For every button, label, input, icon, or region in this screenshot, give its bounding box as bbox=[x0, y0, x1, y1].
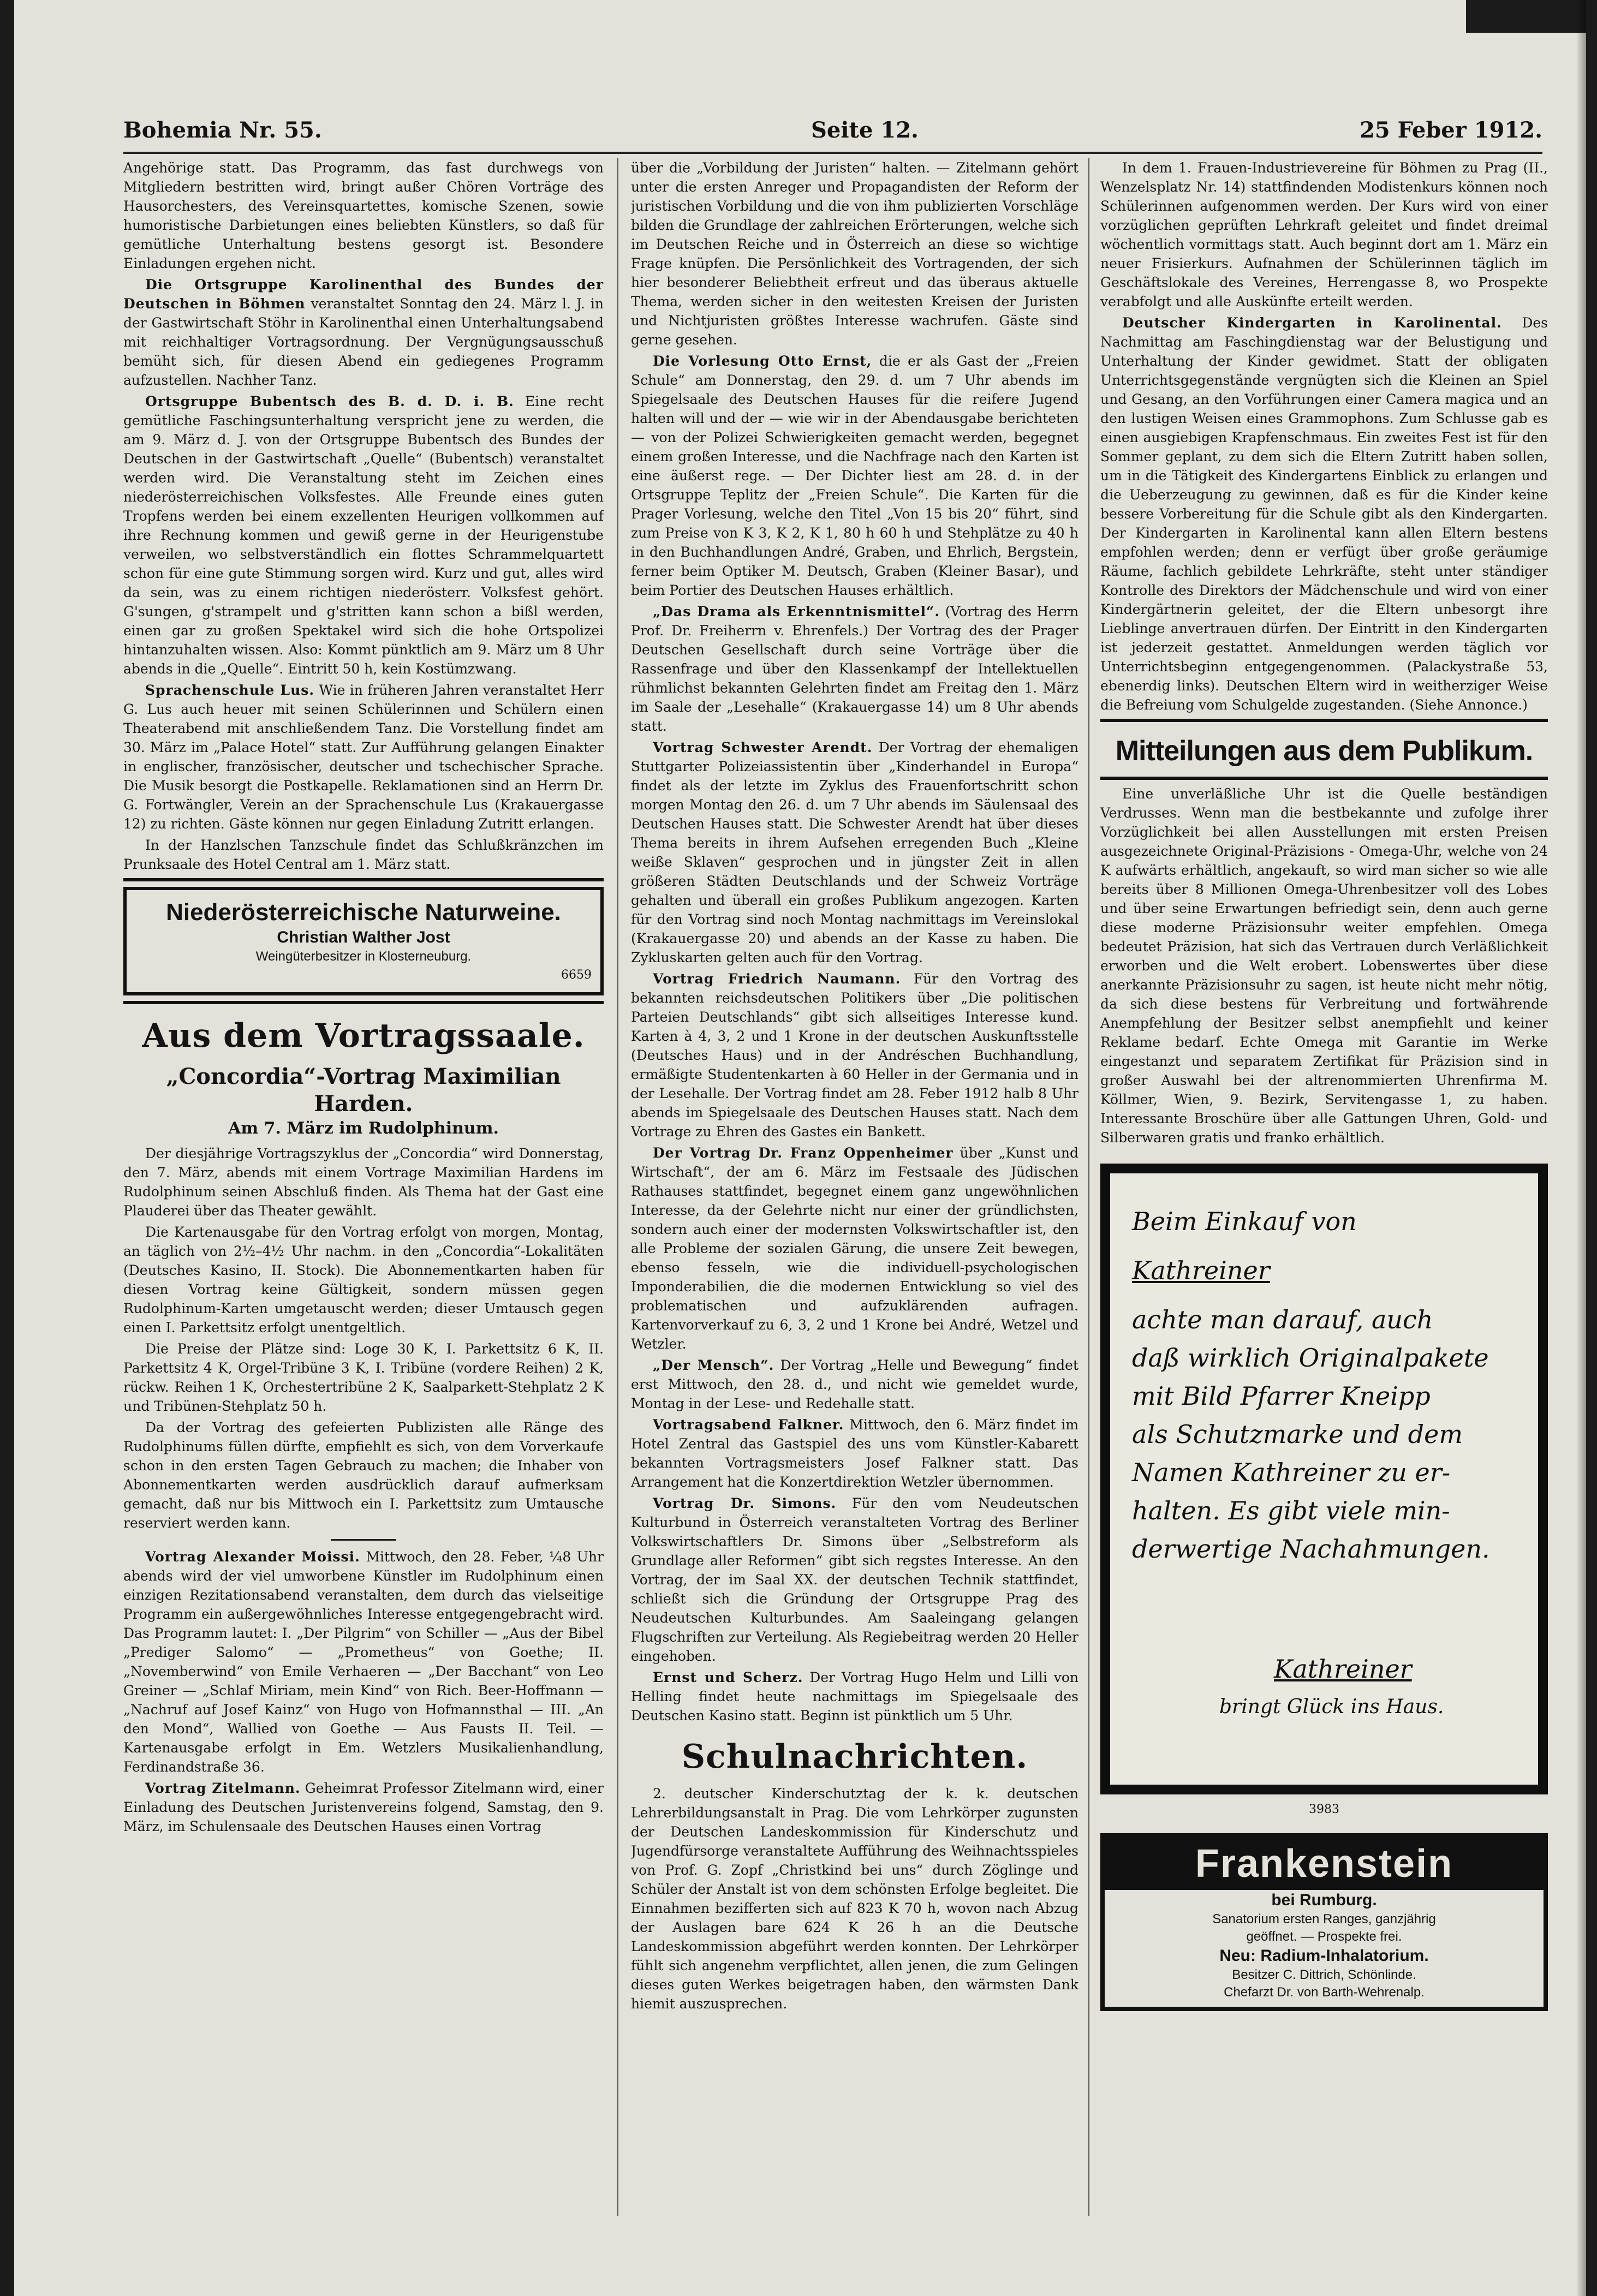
article-lead: Ernst und Scherz. bbox=[653, 1669, 803, 1685]
header-page-number: Seite 12. bbox=[811, 117, 919, 143]
ad-motto: bringt Glück ins Haus. bbox=[1219, 1696, 1444, 1718]
article-text: Mittwoch, den 28. Feber, ¼8 Uhr abends wird der viel umworbene Künstler im Rudolphinum einen einzigen Rezitationsabend veranstalten, dem durch das vielseitige Programm ein außergewöhnliches Interesse entgegengebracht wird. Das Programm lautet: I. „Der Pilgrim“ von Schiller — „Aus der Bibel „Prediger Salomo“ — „Prometheus“ von Goethe; II. „Novemberwind“ von Emile Verhaeren — „Der Bacchant“ von Leo Greiner — „Schlaf Miriam, mein Kind“ von Rich. Beer-Hoffmann — „Nachruf auf Josef Kainz“ von Hugo von Hofmannsthal — III. „An den Mond“, Wallied von Goethe — Aus Fausts II. Teil. — Kartenausgabe erfolgt in Em. Wetzlers Musikalienhandlung, Ferdinandstraße 36. bbox=[123, 1549, 604, 1775]
article-paragraph bbox=[123, 1779, 604, 1836]
article-headline: „Concordia“-Vortrag Maximilian Harden. bbox=[166, 1064, 561, 1117]
ad-headline: Niederösterreichische Naturweine. bbox=[166, 899, 561, 926]
article-paragraph bbox=[123, 275, 604, 390]
header-date: 25 Feber 1912. bbox=[1360, 117, 1542, 143]
column-3 bbox=[1100, 158, 1548, 2232]
article-paragraph bbox=[631, 1356, 1078, 1413]
article-paragraph bbox=[1100, 313, 1548, 714]
article-paragraph: Der diesjährige Vortragszyklus der „Concordia“ wird Donnerstag, den 7. März, abends mit einem Vortrage Maximilian Hardens im Rudolphinum seinen Abschluß finden. Als Thema hat der Gast eine Plauderei über das Theater gewählt. bbox=[123, 1146, 604, 1219]
ad-name: Christian Walther Jost bbox=[277, 928, 450, 946]
article-text: veranstaltet Sonntag den 24. März l. J. in der Gastwirtschaft Stöhr in Karolinenthal einen Unterhaltungsabend mit reichhaltiger Vortragsordnung. Der Vergnügungsausschuß bemüht sich, für diesen Abend ein gediegenes Programm aufzustellen. Nachher Tanz. bbox=[123, 296, 604, 388]
article-text: die er als Gast der „Freien Schule“ am Donnerstag, den 29. d. um 7 Uhr abends im Spiegelsaale des Deutschen Hauses für die reifere Jugend halten will und der — wie wir in der Abendausgabe berichteten — von der Polizei Schwierigkeiten gemacht werden, begegnet einem großen Interesse, und die Nachfrage nach den Karten ist eine äußerst rege. — Der Dichter liest am 28. d. in der Ortsgruppe Teplitz der „Freien Schule“. Die Karten für die Prager Vorlesung, welche den Titel „Von 15 bis 20“ führt, sind zum Preise von K 3, K 2, K 1, 80 h 60 h und Stehplätze zu 40 h in den Buchhandlungen André, Graben, und Ehrlich, Bergstein, ferner beim Optiker M. Deutsch, Graben (Kleiner Basar), und beim Portier des Deutschen Hauses erhältlich. bbox=[631, 353, 1078, 598]
section-title: Mitteilungen aus dem Publikum. bbox=[1115, 735, 1533, 767]
section-title: Aus dem Vortragssaale. bbox=[142, 1017, 585, 1055]
column-1 bbox=[123, 158, 604, 2232]
article-text: Geheimrat Professor Zitelmann wird, einer Einladung des Deutschen Juristenvereins folgend, Samstag, den 9. März, im Schulensaale des Deutschen Hauses einen Vortrag bbox=[123, 1780, 604, 1834]
ad-signature: Kathreiner bbox=[1274, 1654, 1412, 1684]
article-text: Der Vortrag der ehemaligen Stuttgarter Polizeiassistentin über „Kinderhandel in Europa“ findet als der letzte im Zyklus des Frauenfortschritt schon morgen Montag den 26. d. um 7 Uhr abends im Säulensaal des Deutschen Hauses statt. Die Schwester Arendt hat über dieses Thema bereits in ihrem Aufsehen erregenden Buch „Kleine weiße Sklaven“ gesprochen und in jüngster Zeit in allen größeren Städten Deutschlands und der Schweiz Vorträge gehalten und überall ein großes Publikum angezogen. Karten für den Vortrag sind noch Montag nachmittags im Vereinslokal (Krakauergasse 20) und abends an der Kasse zu haben. Die Zykluskarten gelten auch für den Vortrag. bbox=[631, 740, 1078, 965]
article-text: (Vortrag des Herrn Prof. Dr. Freiherrn v. Ehrenfels.) Der Vortrag des der Prager Deutschen Gesellschaft durch seine Vorträge über die Rassenfrage und über den Klassenkampf der Intellektuellen rühmlichst bekannten Gelehrten findet am Freitag den 1. März im Saale der „Lesehalle“ (Krakauergasse 14) um 8 Uhr abends statt. bbox=[631, 604, 1078, 734]
page-header bbox=[123, 117, 1542, 156]
article-paragraph bbox=[123, 681, 604, 833]
ad-handwriting-line: derwertige Nachahmungen. bbox=[1132, 1534, 1490, 1564]
article-text: über „Kunst und Wirtschaft“, der am 6. März im Festsaale des Jüdischen Rathauses stattfindet, begegnet einem ganz ungewöhnlichen Interesse, da der Gelehrte nicht nur einer der gründlichsten, sondern auch einer der modernsten Volkswirtschaftler ist, den alle Probleme der sozialen Gärung, die unsere Zeit bewegen, ebenso fesseln, wie die individuell-psychologischen Imponderabilien, die die modernen Entwicklung so viel des problematischen und aufzuklärenden aufragen. Kartenvorverkauf zu 6, 3, 2 und 1 Krone bei André, Wetzel und Wetzler. bbox=[631, 1145, 1078, 1352]
rule bbox=[123, 878, 604, 881]
article-text: Für den Vortrag des bekannten reichsdeutschen Politikers über „Die politischen Parteien Deutschlands“ gibt sich allseitiges Interesse kund. Karten à 4, 3, 2 und 1 Krone in der deutschen Auskunftsstelle (Deutsches Haus) und in der Andréschen Buchhandlung, ermäßigte Studentenkarten à 60 Heller in der Germania und in der Lesehalle. Der Vortrag findet am 28. Feber 1912 halb 8 Uhr abends im Spiegelsaale des Deutschen Hauses statt. Nach dem Vortrage zu Ehren des Gastes ein Bankett. bbox=[631, 971, 1078, 1140]
article-paragraph bbox=[631, 1668, 1078, 1725]
ad-handwriting-line: Kathreiner bbox=[1132, 1256, 1270, 1285]
rule bbox=[123, 1001, 604, 1004]
rule bbox=[1100, 719, 1548, 722]
ad-handwriting-line: achte man darauf, auch bbox=[1132, 1305, 1433, 1334]
article-paragraph bbox=[123, 392, 604, 678]
article-subheadline: Am 7. März im Rudolphinum. bbox=[228, 1119, 499, 1138]
header-publication: Bohemia Nr. 55. bbox=[123, 117, 322, 143]
section-title: Schulnachrichten. bbox=[681, 1738, 1028, 1776]
article-paragraph: Eine unverläßliche Uhr ist die Quelle beständigen Verdrusses. Wenn man die bestbekannte und zufolge ihrer Vorzüglichkeit bei allen Ausstellungen mit ersten Preisen ausgezeichnete Original-Präzisions - Omega-Uhr, welche von 24 K aufwärts erhältlich, angekauft, so wird man sicher so wie alle bereits über 8 Millionen Omega-Uhrenbesitzer voll des Lobes und über seine Erwartungen befriedigt sein, denn auch gerne diese moderne Präzisionsuhr weiter empfehlen. Omega bedeutet Präzision, hat sich das Vertrauen durch Verläßlichkeit erworben und die Welt erobert. Lobenswertes über diese anerkannte Präzisionsuhr zu sagen, ist heute nicht mehr nötig, da sich diese bestens für Verbreitung und fortwährende Anempfehlung der Besitzer selbst anempfiehlt und keiner Reklame bedarf. Echte Omega mit Garantie im Werke eingestanzt und separatem Zertifikat für Präzision sind in großer Auswahl bei der altrenommierten Uhrenfirma M. Köllmer, Wien, 9. Bezirk, Servitengasse 1, zu haben. Interessante Broschüre über alle Gattungen Uhren, Gold- und Silberwaren gratis und franko erhältlich. bbox=[1100, 786, 1548, 1146]
article-lead: „Der Mensch“. bbox=[653, 1357, 774, 1373]
ad-line: Chefarzt Dr. von Barth-Wehrenalp. bbox=[1224, 1985, 1425, 2000]
article-paragraph: Da der Vortrag des gefeierten Publizisten alle Ränge des Rudolphinums füllen dürfte, empfiehlt es sich, von dem Vorverkaufe schon in den ersten Tagen Gebrauch zu machen; die Inhaber von Abonnementkarten werden ausdrücklich darauf aufmerksam gemacht, daß nur bis Mittwoch ein I. Parkettsitz zum Umtausche reserviert werden kann. bbox=[123, 1420, 604, 1531]
article-lead: Vortrag Schwester Arendt. bbox=[653, 740, 873, 755]
article-paragraph bbox=[631, 1415, 1078, 1492]
ad-line-bold: Neu: Radium-Inhalatorium. bbox=[1219, 1947, 1429, 1965]
article-lead: Deutscher Kindergarten in Karolinental. bbox=[1122, 315, 1502, 331]
page-corner bbox=[1466, 0, 1586, 33]
article-paragraph bbox=[631, 969, 1078, 1141]
ad-line: Besitzer C. Dittrich, Schönlinde. bbox=[1232, 1967, 1416, 1982]
ad-line: Sanatorium ersten Ranges, ganzjährig bbox=[1212, 1912, 1436, 1927]
article-paragraph bbox=[123, 1547, 604, 1776]
ad-location: bei Rumburg. bbox=[1271, 1891, 1377, 1909]
article-lead: Sprachenschule Lus. bbox=[145, 682, 315, 698]
article-lead: Ortsgruppe Bubentsch des B. d. D. i. B. bbox=[145, 393, 514, 409]
column-divider bbox=[1088, 158, 1089, 2216]
ad-handwriting-line: Namen Kathreiner zu er- bbox=[1132, 1458, 1451, 1487]
article-lead: Der Vortrag Dr. Franz Oppenheimer bbox=[653, 1145, 954, 1161]
article-lead: „Das Drama als Erkenntnismittel“. bbox=[653, 604, 940, 619]
article-lead: Vortragsabend Falkner. bbox=[653, 1417, 844, 1433]
article-text: Eine recht gemütliche Faschingsunterhaltung verspricht jene zu werden, die am 9. März d. J. von der Ortsgruppe Bubentsch des Bundes der Deutschen in der Gastwirtschaft „Quelle“ (Bubentsch) veranstaltet werden wird. Die Veranstaltung steht im Zeichen eines niederösterreichischen Volksfestes. Alle Freunde eines guten Tropfens werden bei einem exzellenten Heurigen vollkommen auf ihre Rechnung kommen und gewiß gerne in der Heurigenstube verweilen, wo selbstverständlich ein flottes Schrammelquartett schon für eine gute Stimmung sorgen wird. Kurz und gut, alles wird da sein, was zu einem richtigen niederösterr. Volksfest gehört. G'sungen, g'strampelt und g'stritten kann schon a bißl werden, einen gar zu großen Spektakel wird sich die hohe Ortspolizei hintanzuhalten wissen. Also: Kommt pünktlich am 9. März um 8 Uhr abends in die „Quelle“. Eintritt 50 h, kein Kostümzwang. bbox=[123, 393, 604, 677]
ad-handwriting-line: halten. Es gibt viele min- bbox=[1132, 1496, 1450, 1525]
column-2 bbox=[631, 158, 1078, 2232]
article-paragraph: 2. deutscher Kinderschutztag der k. k. deutschen Lehrerbildungsanstalt in Prag. Die vom Lehrkörper zugunsten der Deutschen Landeskommission für Kinderschutz und Jugendfürsorge veranstaltete Aufführung des Weihnachtsspieles von Prof. G. Zopf „Christkind bei uns“ durch Zöglinge und Schüler der Anstalt ist von dem schönsten Erfolge begleitet. Die Einnahmen bezifferten sich auf 823 K 70 h, wovon nach Abzug der Auslagen bare 624 K 26 h an die Deutsche Landeskommission abgeführt werden konnten. Der Lehrkörper fühlt sich angenehm verpflichtet, allen jenen, die zum Gelingen dieses guten Werkes beigetragen haben, den wärmsten Dank hiemit auszusprechen. bbox=[631, 1786, 1078, 2012]
ad-handwriting-line: als Schutzmarke und dem bbox=[1132, 1420, 1463, 1449]
article-text: Der Vortrag Hugo Helm und Lilli von Helling findet heute nachmittags im Spiegelsaale des Deutschen Kasino statt. Beginn ist pünktlich um 5 Uhr. bbox=[631, 1669, 1078, 1724]
article-text: Wie in früheren Jahren veranstaltet Herr G. Lus auch heuer mit seinen Schülerinnen und Schülern einen Theaterabend mit anschließendem Tanz. Die Vorstellung findet am 30. März im „Palace Hotel“ statt. Zur Aufführung gelangen Einakter in englischer, französischer, deutscher und tschechischer Sprache. Die Musik besorgt die Postkapelle. Reklamationen sind an Herrn Dr. G. Fortwängler, Verein an der Sprachenschule Lus (Krakauergasse 12) zu richten. Gäste können nur gegen Einladung Zutritt erlangen. bbox=[123, 682, 604, 832]
ad-number: 6659 bbox=[561, 968, 592, 982]
ad-headline: Frankenstein bbox=[1105, 1838, 1544, 1890]
article-lead: Die Ortsgruppe Karolinenthal des Bundes der Deutschen in Böhmen bbox=[123, 277, 604, 312]
article-paragraph bbox=[631, 1143, 1078, 1353]
article-lead: Vortrag Alexander Moissi. bbox=[145, 1549, 360, 1565]
article-paragraph: Die Kartenausgabe für den Vortrag erfolgt von morgen, Montag, an täglich von 2½–4½ Uhr nachm. in den „Concordia“-Lokalitäten (Deutsches Kasino, II. Stock). Die Abonnementkarten haben für diesen Vortrag keine Gültigkeit, sondern müssen gegen Rudolphinum-Karten umgetauscht werden; dieser Umtausch gegen einen I. Parkettsitz erfolgt unentgeltlich. bbox=[123, 1224, 604, 1335]
ad-subtitle: Weingüterbesitzer in Klosterneuburg. bbox=[255, 949, 472, 964]
ad-line: geöffnet. — Prospekte frei. bbox=[1246, 1929, 1402, 1944]
article-paragraph bbox=[631, 351, 1078, 600]
article-paragraph bbox=[631, 1494, 1078, 1666]
header-rule bbox=[123, 152, 1542, 154]
frankenstein-advertisement bbox=[1100, 1833, 1548, 2011]
article-paragraph bbox=[631, 738, 1078, 967]
article-paragraph: Angehörige statt. Das Programm, das fast durchwegs von Mitgliedern bestritten wird, bringt außer Chören Vorträge des Hausorchesters, des Vereinsquartettes, komische Szenen, sowie humoristische Darbietungen eines beliebten Künstlers, so daß für gemütliche Unterhaltung bestens gesorgt ist. Besondere Einladungen ergehen nicht. bbox=[123, 160, 604, 271]
ad-number: 3983 bbox=[1309, 1803, 1339, 1816]
article-paragraph: In der Hanzlschen Tanzschule findet das Schlußkränzchen im Prunksaale des Hotel Central am 1. März statt. bbox=[123, 837, 604, 872]
column-divider bbox=[617, 158, 618, 2216]
kathreiner-advertisement bbox=[1100, 1164, 1548, 1794]
article-paragraph bbox=[631, 602, 1078, 736]
short-rule bbox=[331, 1539, 396, 1541]
article-lead: Vortrag Zitelmann. bbox=[145, 1780, 301, 1796]
article-paragraph: Die Preise der Plätze sind: Loge 30 K, I. Parkettsitz 6 K, II. Parkettsitz 4 K, Orgel-Tribüne 3 K, I. Tribüne (vordere Reihen) 2 K, rückw. Reihen 1 K, Orchestertribüne 2 K, Saalparkett-Stehplatz 2 K und Tribünen-Stehplatz 50 h. bbox=[123, 1341, 604, 1414]
article-text: Des Nachmittag am Faschingdienstag war der Belustigung und Unterhaltung der Kinder gewidmet. Statt der obligaten Unterrichtsgegenstände vergnügten sich die Kleinen an Spiel und Gesang, an den Vorführungen einer Camera magica und an den lustigen Weisen eines Grammophons. Zum Schlusse gab es einen ausgiebigen Krapfenschmaus. Ein zweites Fest ist für den Sommer geplant, zu dem sich die Eltern Zutritt haben sollen, um in die Tätigkeit des Kindergartens Einblick zu erlangen und die Ueberzeugung zu gewinnen, daß es für die Kinder keine bessere Vorbereitung für die Schule gibt als den Kindergarten. Der Kindergarten in Karolinental kann allen Eltern bestens empfohlen werden; denn er verfügt über große geräumige Räume, fachlich gebildete Lehrkräfte, steht unter ständiger Kontrolle des Direktors der Mädchenschule und wird von einer Kindergärtnerin geleitet, der die Eltern unbesorgt ihre Lieblinge anvertrauen dürfen. Der Eintritt in den Kindergarten ist jederzeit gestattet. Anmeldungen werden täglich vor Unterrichtsbeginn entgegengenommen. (Palackystraße 53, ebenerdig links). Deutschen Eltern wird in weitherziger Weise die Befreiung vom Schulgelde zugestanden. (Siehe Annonce.) bbox=[1100, 315, 1548, 713]
newspaper-page bbox=[14, 0, 1586, 2296]
ad-handwriting-line: mit Bild Pfarrer Kneipp bbox=[1132, 1381, 1431, 1411]
page-edge-shadow bbox=[1576, 0, 1586, 2296]
article-lead: Vortrag Friedrich Naumann. bbox=[653, 971, 901, 987]
article-paragraph: über die „Vorbildung der Juristen“ halten. — Zitelmann gehört unter die ersten Anreger und Propagandisten der Reform der juristischen Vorbildung und die von ihm publizierten Vorschläge bilden die Grundlage der zahlreichen Erörterungen, welche sich im Deutschen Reiche und in Österreich an diese so wichtige Frage knüpfen. Die Persönlichkeit des Vortragenden, der sich hier besonderer Beliebtheit erfreut und das überaus aktuelle Thema, werden sicher in den weitesten Kreisen der Juristen und Nichtjuristen größtes Interesse wachrufen. Gäste sind gerne gesehen. bbox=[631, 160, 1078, 348]
article-text: Der Vortrag „Helle und Bewegung“ findet erst Mittwoch, den 28. d., und nicht wie gemeldet wurde, Montag in der Lese- und Redehalle statt. bbox=[631, 1357, 1078, 1411]
article-text: Mittwoch, den 6. März findet im Hotel Zentral das Gastspiel des uns vom Künstler-Kabarett bekannten Vortragsmeisters Josef Falkner statt. Das Arrangement hat die Konzertdirektion Wetzler übernommen. bbox=[631, 1417, 1078, 1490]
ad-handwriting-line: Beim Einkauf von bbox=[1132, 1207, 1357, 1236]
article-lead: Die Vorlesung Otto Ernst, bbox=[653, 353, 872, 369]
article-paragraph: In dem 1. Frauen-Industrievereine für Böhmen zu Prag (II., Wenzelsplatz Nr. 14) stattfindenden Modistenkurs können noch Schülerinnen aufgenommen werden. Der Kurs wird von einer vorzüglichen geprüften Lehrkraft geleitet und findet dreimal wöchentlich vormittags statt. Auch beginnt dort am 1. März ein neuer Frisierkurs. Aufnahmen der Schülerinnen täglich im Geschäftslokale des Vereines, Herrengasse 8, wo Prospekte verabfolgt und alle Auskünfte erteilt werden. bbox=[1100, 160, 1548, 309]
wine-advertisement bbox=[123, 887, 604, 995]
rule bbox=[1100, 777, 1548, 780]
article-text: Für den vom Neudeutschen Kulturbund in Österreich veranstalteten Vortrag des Berliner Volkswirtschaftlers Dr. Simons über „Selbstreform als Grundlage aller Reformen“ gibt sich regstes Interesse. An den Vortrag, der im Saal XX. der deutschen Technik stattfindet, schließt sich die Gründung der Ortsgruppe Prag des Neudeutschen Kulturbundes. Am Saaleingang gelangen Flugschriften zur Verteilung. Als Regiebeitrag werden 20 Heller eingehoben. bbox=[631, 1495, 1078, 1664]
ad-handwriting-line: daß wirklich Originalpakete bbox=[1132, 1343, 1489, 1373]
article-lead: Vortrag Dr. Simons. bbox=[653, 1495, 837, 1511]
